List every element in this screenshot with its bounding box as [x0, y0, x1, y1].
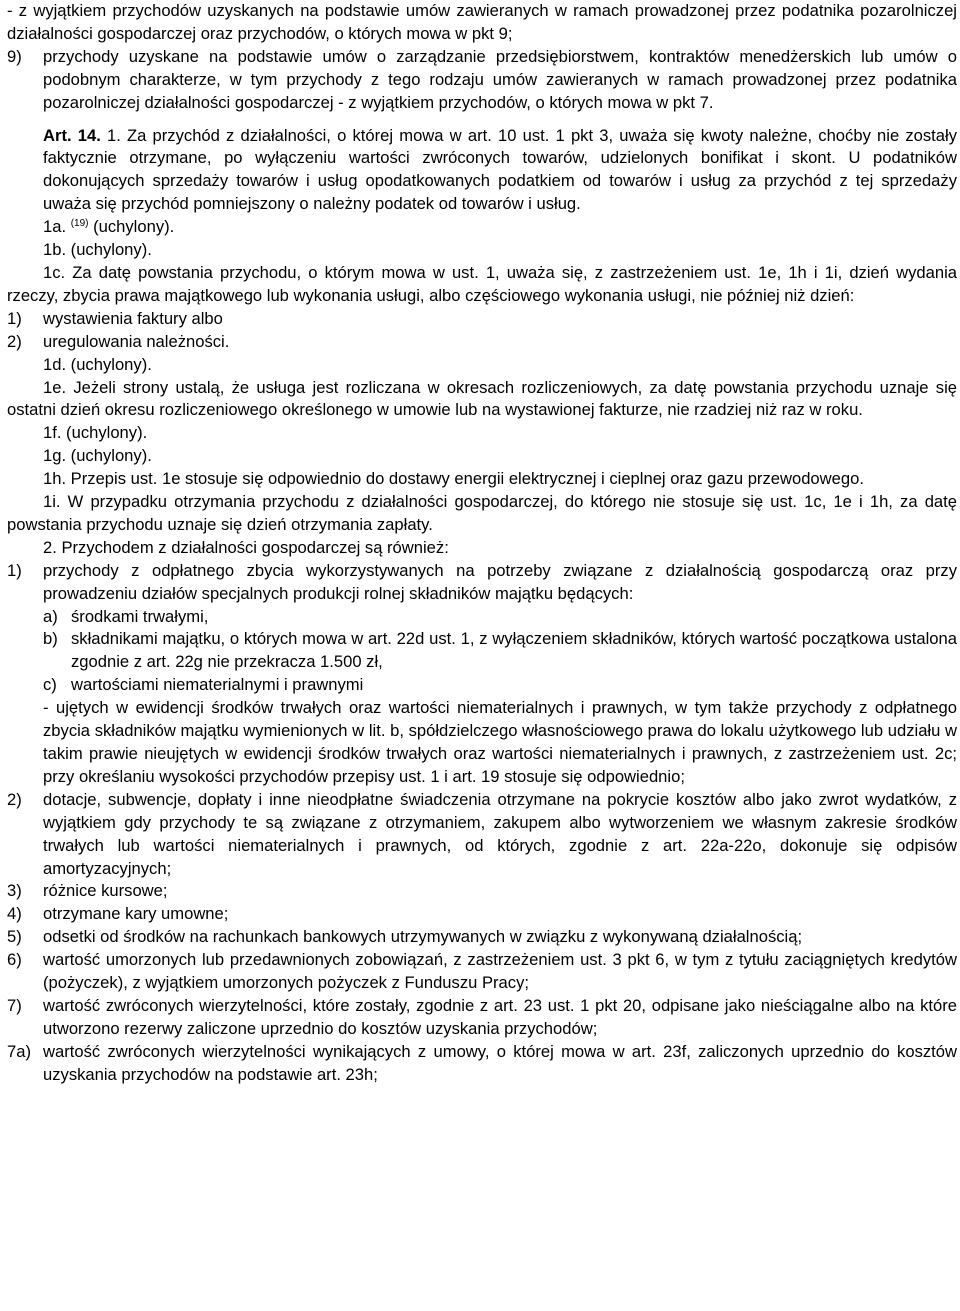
section-2: 2. Przychodem z działalności gospodarczej są również: — [43, 537, 449, 557]
item-number: 9) — [7, 46, 22, 66]
item-text: odsetki od środków na rachunkach bankowych utrzymywanych w związku z wykonywaną działalnością; — [43, 927, 803, 947]
sub-item-tail: - ujętych w ewidencji środków trwałych oraz wartości niematerialnych i prawnych, w tym także przychody z odpłatnego zbycia składników majątku wymienionych w lit. b, spółdzielczego własnościowego prawa do lokalu użytkowego lub udziału w takim prawie nieujętych w ewidencji środków trwałych oraz wartości niematerialnych i prawnych, z zastrzeżeniem ust. 2c; przy określaniu wysokości przychodów przepisy ust. 1 i art. 19 stosuje się odpowiednio; — [43, 698, 957, 786]
list-item-5 — [7, 926, 957, 949]
item-text: wartość zwróconych wierzytelności wynikających z umowy, o której mowa w art. 23f, zaliczonych uprzednio do kosztów uzyskania przychodów na podstawie art. 23h; — [43, 1041, 957, 1084]
item-number: 5) — [7, 927, 22, 947]
document-page — [7, 0, 957, 1087]
section-1a-label: 1a. — [43, 217, 67, 237]
list-item-7 — [7, 995, 957, 1041]
sub-item-letter: b) — [43, 629, 58, 649]
list-item-1 — [7, 560, 957, 606]
section-1f: 1f. (uchylony). — [43, 423, 148, 443]
article-text: 1. Za przychód z działalności, o której mowa w art. 10 ust. 1 pkt 3, uważa się kwoty należne, choćby nie zostały faktycznie otrzymane, po wyłączeniu wartości zwróconych towarów, udzielonych bonifikat i skont. U podatników dokonujących sprzedaży towarów i usług opodatkowanych podatkiem od towarów i usług za przychód z tej sprzedaży uważa się przychód pomniejszony o należny podatek od towarów i usług. — [43, 125, 957, 214]
item-text: wystawienia faktury albo — [43, 308, 223, 328]
item-number: 1) — [7, 308, 22, 328]
item-number: 2) — [7, 789, 22, 809]
sub-item-c — [7, 674, 957, 697]
section-1a-text: (uchylony). — [88, 217, 175, 237]
sub-item-b — [7, 628, 957, 674]
item-number: 2) — [7, 331, 22, 351]
sub-item-text: składnikami majątku, o których mowa w art. 22d ust. 1, z wyłączeniem składników, których wartość początkowa ustalona zgodnie z art. 22g nie przekracza 1.500 zł, — [71, 629, 957, 672]
item-number: 4) — [7, 904, 22, 924]
sub-item-letter: c) — [43, 675, 57, 695]
item-text: uregulowania należności. — [43, 331, 230, 351]
item-number: 3) — [7, 881, 22, 901]
section-1h: 1h. Przepis ust. 1e stosuje się odpowiednio do dostawy energii elektrycznej i cieplnej oraz gazu przewodowego. — [43, 469, 864, 489]
sub-item-text: wartościami niematerialnymi i prawnymi — [71, 675, 364, 695]
section-1c-item-1 — [7, 308, 957, 331]
sub-item-text: środkami trwałymi, — [71, 606, 209, 626]
item-number: 7a) — [7, 1041, 31, 1061]
article-heading: Art. 14. — [43, 125, 101, 145]
list-item-3 — [7, 880, 957, 903]
section-1i: 1i. W przypadku otrzymania przychodu z działalności gospodarczej, do którego nie stosuje się ust. 1c, 1e i 1h, za datę powstania przychodu uznaje się dzień otrzymania zapłaty. — [7, 492, 957, 534]
item-text: wartość umorzonych lub przedawnionych zobowiązań, z zastrzeżeniem ust. 3 pkt 6, w tym z tytułu zaciągniętych kredytów (pożyczek), z wyjątkiem umorzonych pożyczek z Funduszu Pracy; — [43, 950, 957, 993]
item-text: różnice kursowe; — [43, 881, 168, 901]
item-number: 1) — [7, 560, 22, 580]
footnote-ref: (19) — [70, 218, 89, 230]
item-text: przychody z odpłatnego zbycia wykorzystywanych na potrzeby związane z działalnością gospodarczą oraz przy prowadzeniu działów specjalnych produkcji rolnej składników majątku będących: — [43, 560, 957, 603]
section-1a — [7, 216, 957, 239]
paragraph-exception: - z wyjątkiem przychodów uzyskanych na podstawie umów zawieranych w ramach prowadzonej przez podatnika pozarolniczej działalności gospodarczej oraz przychodów, o których mowa w pkt 9; — [7, 1, 957, 43]
section-1b: 1b. (uchylony). — [43, 240, 152, 260]
item-number: 6) — [7, 950, 22, 970]
list-item-2 — [7, 789, 957, 881]
item-text: otrzymane kary umowne; — [43, 904, 229, 924]
sub-item-letter: a) — [43, 606, 58, 626]
item-text: wartość zwróconych wierzytelności, które zostały, zgodnie z art. 23 ust. 1 pkt 20, odpisane jako nieściągalne albo na które utworzono rezerwy zaliczone uprzednio do kosztów uzyskania przychodów; — [43, 995, 957, 1038]
section-1d: 1d. (uchylony). — [43, 354, 152, 374]
item-text: dotacje, subwencje, dopłaty i inne nieodpłatne świadczenia otrzymane na pokrycie kosztów albo jako zwrot wydatków, z wyjątkiem gdy przychody te są związane z otrzymaniem, zakupem albo wytworzeniem we własnym zakresie środków trwałych lub wartości niematerialnych i prawnych, od których, zgodnie z art. 22a-22o, dokonuje się odpisów amortyzacyjnych; — [43, 789, 957, 878]
section-1c: 1c. Za datę powstania przychodu, o którym mowa w ust. 1, uważa się, z zastrzeżeniem ust. 1e, 1h i 1i, dzień wydania rzeczy, zbycia prawa majątkowego lub wykonania usługi, albo częściowego wykonania usługi, nie później niż dzień: — [7, 262, 957, 305]
section-1g: 1g. (uchylony). — [43, 446, 152, 466]
list-item-4 — [7, 903, 957, 926]
sub-item-a — [7, 606, 957, 629]
list-item-9 — [7, 46, 957, 115]
section-1e: 1e. Jeżeli strony ustalą, że usługa jest rozliczana w okresach rozliczeniowych, za datę powstania przychodu uznaje się ostatni dzień okresu rozliczeniowego określonego w umowie lub na wystawionej fakturze, nie rzadziej niż raz w roku. — [7, 377, 957, 420]
list-item-6 — [7, 949, 957, 995]
list-item-7a — [7, 1041, 957, 1087]
item-text: przychody uzyskane na podstawie umów o zarządzanie przedsiębiorstwem, kontraktów menedżerskich lub umów o podobnym charakterze, w tym przychody z tego rodzaju umów zawieranych w ramach prowadzonej przez podatnika pozarolniczej działalności gospodarczej - z wyjątkiem przychodów, o których mowa w pkt 7. — [43, 46, 957, 112]
item-number: 7) — [7, 995, 22, 1015]
article-14-paragraph-1 — [7, 125, 957, 217]
section-1c-item-2 — [7, 331, 957, 354]
